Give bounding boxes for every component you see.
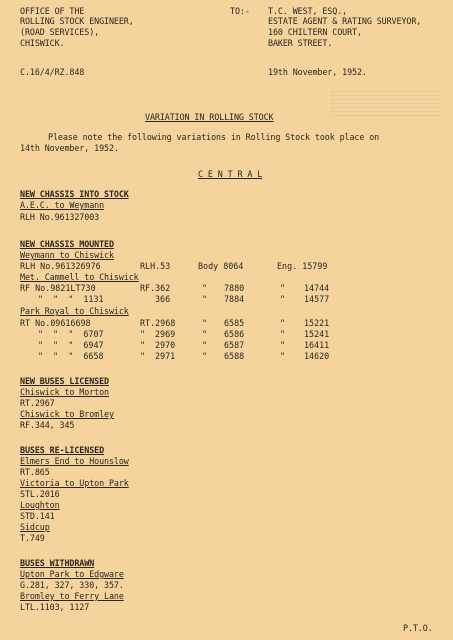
section-new-chassis-stock: NEW CHASSIS INTO STOCK xyxy=(20,189,129,199)
ditto-mark: " xyxy=(202,351,208,361)
ditto-mark: " xyxy=(140,340,146,350)
fleet-number: 2971 xyxy=(155,351,176,361)
engine-number: 16411 xyxy=(304,340,330,350)
to-label: TO:- xyxy=(230,6,250,16)
route-chiswick-morton: Chiswick to Morton xyxy=(20,387,109,397)
document-date: 19th November, 1952. xyxy=(268,67,367,77)
ditto-mark: " xyxy=(202,294,208,304)
from-line-2: ROLLING STOCK ENGINEER, xyxy=(20,16,134,26)
engine-number: Eng. 15799 xyxy=(277,261,328,271)
ditto-mark: " xyxy=(140,351,146,361)
ditto-mark: " xyxy=(280,329,286,339)
withdrawn-line-2: LTL.1103, 1127 xyxy=(20,602,90,612)
reference-number: C.16/4/RZ.848 xyxy=(20,67,85,77)
section-new-chassis-mounted: NEW CHASSIS MOUNTED xyxy=(20,239,114,249)
ditto-mark: " xyxy=(202,283,208,293)
ditto-mark: " xyxy=(280,283,286,293)
relicensed-line-3: STD.141 xyxy=(20,511,55,521)
from-line-3: (ROAD SERVICES), xyxy=(20,27,100,37)
chassis-number: " " " 1131 xyxy=(38,294,104,304)
please-turn-over: P.T.O. xyxy=(403,623,433,633)
fleet-number: 366 xyxy=(155,294,171,304)
body-number: 7880 xyxy=(224,283,245,293)
route-uptonpark-edgware: Upton Park to Edgware xyxy=(20,569,124,579)
body-number: 6585 xyxy=(224,318,245,328)
to-line-3: 160 CHILTERN COURT, xyxy=(268,27,362,37)
chassis-stock-line: RLH No.961327003 xyxy=(20,212,100,222)
route-bromley-ferrylane: Bromley to Ferry Lane xyxy=(20,591,124,601)
route-metcammell-chiswick: Met. Cammell to Chiswick xyxy=(20,272,139,282)
ditto-mark: " xyxy=(202,318,208,328)
engine-number: 14620 xyxy=(304,351,330,361)
ditto-mark: " xyxy=(280,318,286,328)
engine-number: 14577 xyxy=(304,294,330,304)
engine-number: 15221 xyxy=(304,318,330,328)
engine-number: 14744 xyxy=(304,283,330,293)
ditto-mark: " xyxy=(202,340,208,350)
section-buses-relicensed: BUSES RE-LICENSED xyxy=(20,445,105,455)
body-number: 6588 xyxy=(224,351,245,361)
body-number: 6586 xyxy=(224,329,245,339)
to-line-2: ESTATE AGENT & RATING SURVEYOR, xyxy=(268,16,422,26)
intro-line-2: 14th November, 1952. xyxy=(20,143,119,153)
route-weymann-chiswick: Weymann to Chiswick xyxy=(20,250,114,260)
intro-line-1: Please note the following variations in Rolling Stock took place on xyxy=(48,132,380,142)
relicensed-line-1: RT.865 xyxy=(20,467,50,477)
section-central: C E N T R A L xyxy=(198,169,263,179)
chassis-number: " " " 6707 xyxy=(38,329,104,339)
supplier-aec-weymann: A.E.C. to Weymann xyxy=(20,200,105,210)
route-chiswick-bromley: Chiswick to Bromley xyxy=(20,409,114,419)
chassis-number: " " " 6658 xyxy=(38,351,104,361)
fleet-number: 2969 xyxy=(155,329,176,339)
to-line-1: T.C. WEST, ESQ., xyxy=(268,6,348,16)
chassis-number: RF No.9821LT730 xyxy=(20,283,96,293)
to-line-4: BAKER STREET. xyxy=(268,38,333,48)
fleet-number: 2970 xyxy=(155,340,176,350)
body-number: Body 8064 xyxy=(198,261,244,271)
relicensed-line-2: STL.2016 xyxy=(20,489,60,499)
fleet-number: RF.362 xyxy=(140,283,171,293)
document-title: VARIATION IN ROLLING STOCK xyxy=(145,112,274,122)
from-line-4: CHISWICK. xyxy=(20,38,65,48)
engine-number: 15241 xyxy=(304,329,330,339)
body-number: 6587 xyxy=(224,340,245,350)
route-victoria-uptonpark: Victoria to Upton Park xyxy=(20,478,129,488)
from-line-1: OFFICE OF THE xyxy=(20,6,85,16)
withdrawn-line-1: G.281, 327, 330, 357. xyxy=(20,580,124,590)
relicensed-line-4: T.749 xyxy=(20,533,45,543)
ditto-mark: " xyxy=(202,329,208,339)
fleet-number: RLH.53 xyxy=(140,261,171,271)
route-parkroyal-chiswick: Park Royal to Chiswick xyxy=(20,306,129,316)
ditto-mark: " xyxy=(280,340,286,350)
route-sidcup: Sidcup xyxy=(20,522,50,532)
route-elmersend-hounslow: Elmers End to Hounslow xyxy=(20,456,129,466)
fleet-number: RT.2968 xyxy=(140,318,176,328)
section-buses-withdrawn: BUSES WITHDRAWN xyxy=(20,558,95,568)
licensed-line-1: RT.2967 xyxy=(20,398,55,408)
faint-stamp-mark xyxy=(330,88,440,116)
route-loughton: Loughton xyxy=(20,500,60,510)
chassis-number: RLH No.961326976 xyxy=(20,261,101,271)
ditto-mark: " xyxy=(280,294,286,304)
body-number: 7884 xyxy=(224,294,245,304)
ditto-mark: " xyxy=(280,351,286,361)
section-new-buses-licensed: NEW BUSES LICENSED xyxy=(20,376,109,386)
ditto-mark: " xyxy=(140,329,146,339)
chassis-number: RT No.09616698 xyxy=(20,318,91,328)
chassis-number: " " " 6947 xyxy=(38,340,104,350)
licensed-line-2: RF.344, 345 xyxy=(20,420,75,430)
